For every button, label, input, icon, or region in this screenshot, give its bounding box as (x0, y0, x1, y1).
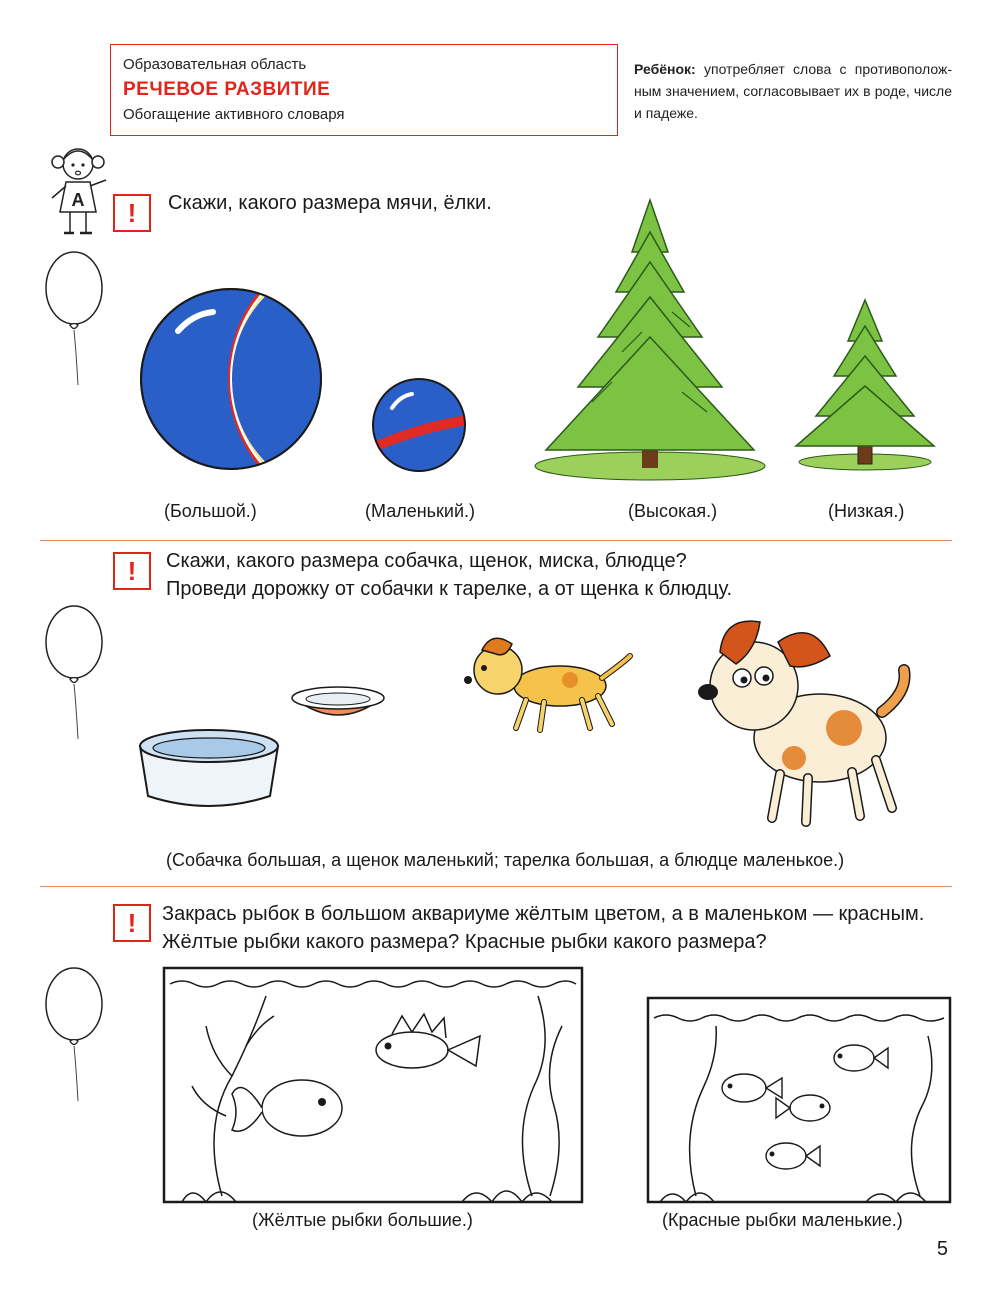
big-bowl-image (134, 724, 284, 814)
caption-big-ball: (Большой.) (164, 501, 257, 521)
task2-line2: Проведи дорожку от собачки к тарелке, а от щенка к блюдцу. (166, 578, 733, 600)
tall-tree-image (532, 192, 768, 484)
small-tree-image (792, 296, 938, 472)
small-aquarium-image (646, 996, 952, 1204)
child-note-text: употребляет слова с противополож-ным значением, согласовывает их в роде, числе и падеже. (634, 61, 952, 121)
exclamation-mark-icon: ! (113, 194, 151, 232)
caption-small-aquarium: (Красные рыбки маленькие.) (662, 1210, 903, 1230)
area-title: РЕЧЕВОЕ РАЗВИТИЕ (123, 79, 331, 100)
task2-line1: Скажи, какого размера собачка, щенок, миска, блюдце? (166, 550, 687, 572)
balloon-icon (42, 966, 106, 1106)
task1-text: Скажи, какого размера мячи, ёлки. (168, 192, 492, 214)
big-ball-image (138, 286, 324, 472)
task2-text (166, 547, 732, 603)
task3-text (162, 900, 924, 956)
big-aquarium-image (162, 966, 584, 1204)
task3-line1: Закрась рыбок в большом аквариуме жёлтым цветом, а в маленьком — красным. (162, 903, 925, 925)
caption-small-ball: (Маленький.) (365, 501, 476, 521)
area-label: Образовательная область (123, 56, 307, 73)
caption-tall-tree: (Высокая.) (628, 501, 718, 521)
caption-low-tree: (Низкая.) (828, 501, 905, 521)
big-dog-image (684, 612, 920, 830)
small-ball-image (370, 376, 468, 474)
exclamation-mark-icon: ! (113, 552, 151, 590)
balloon-icon (42, 604, 106, 744)
area-subtitle: Обогащение активного словаря (123, 106, 345, 123)
saucer-image (286, 684, 390, 726)
section-header-box (110, 44, 618, 136)
puppy-image (462, 628, 638, 734)
section-divider (40, 540, 952, 541)
exclamation-mark-icon: ! (113, 904, 151, 942)
task3-line2: Жёлтые рыбки какого размера? Красные рыбки какого размера? (162, 931, 767, 953)
caption-big-aquarium: (Жёлтые рыбки большие.) (252, 1210, 473, 1230)
child-note (634, 58, 952, 124)
task2-answer: (Собачка большая, а щенок маленький; тарелка большая, а блюдце маленькое.) (166, 850, 845, 870)
balloon-icon (42, 250, 106, 390)
page-number: 5 (936, 1238, 948, 1260)
child-note-lead: Ребёнок: (634, 61, 696, 77)
girl-mascot-icon (42, 140, 114, 240)
mascot-letter: А (71, 190, 85, 210)
section-divider (40, 886, 952, 887)
